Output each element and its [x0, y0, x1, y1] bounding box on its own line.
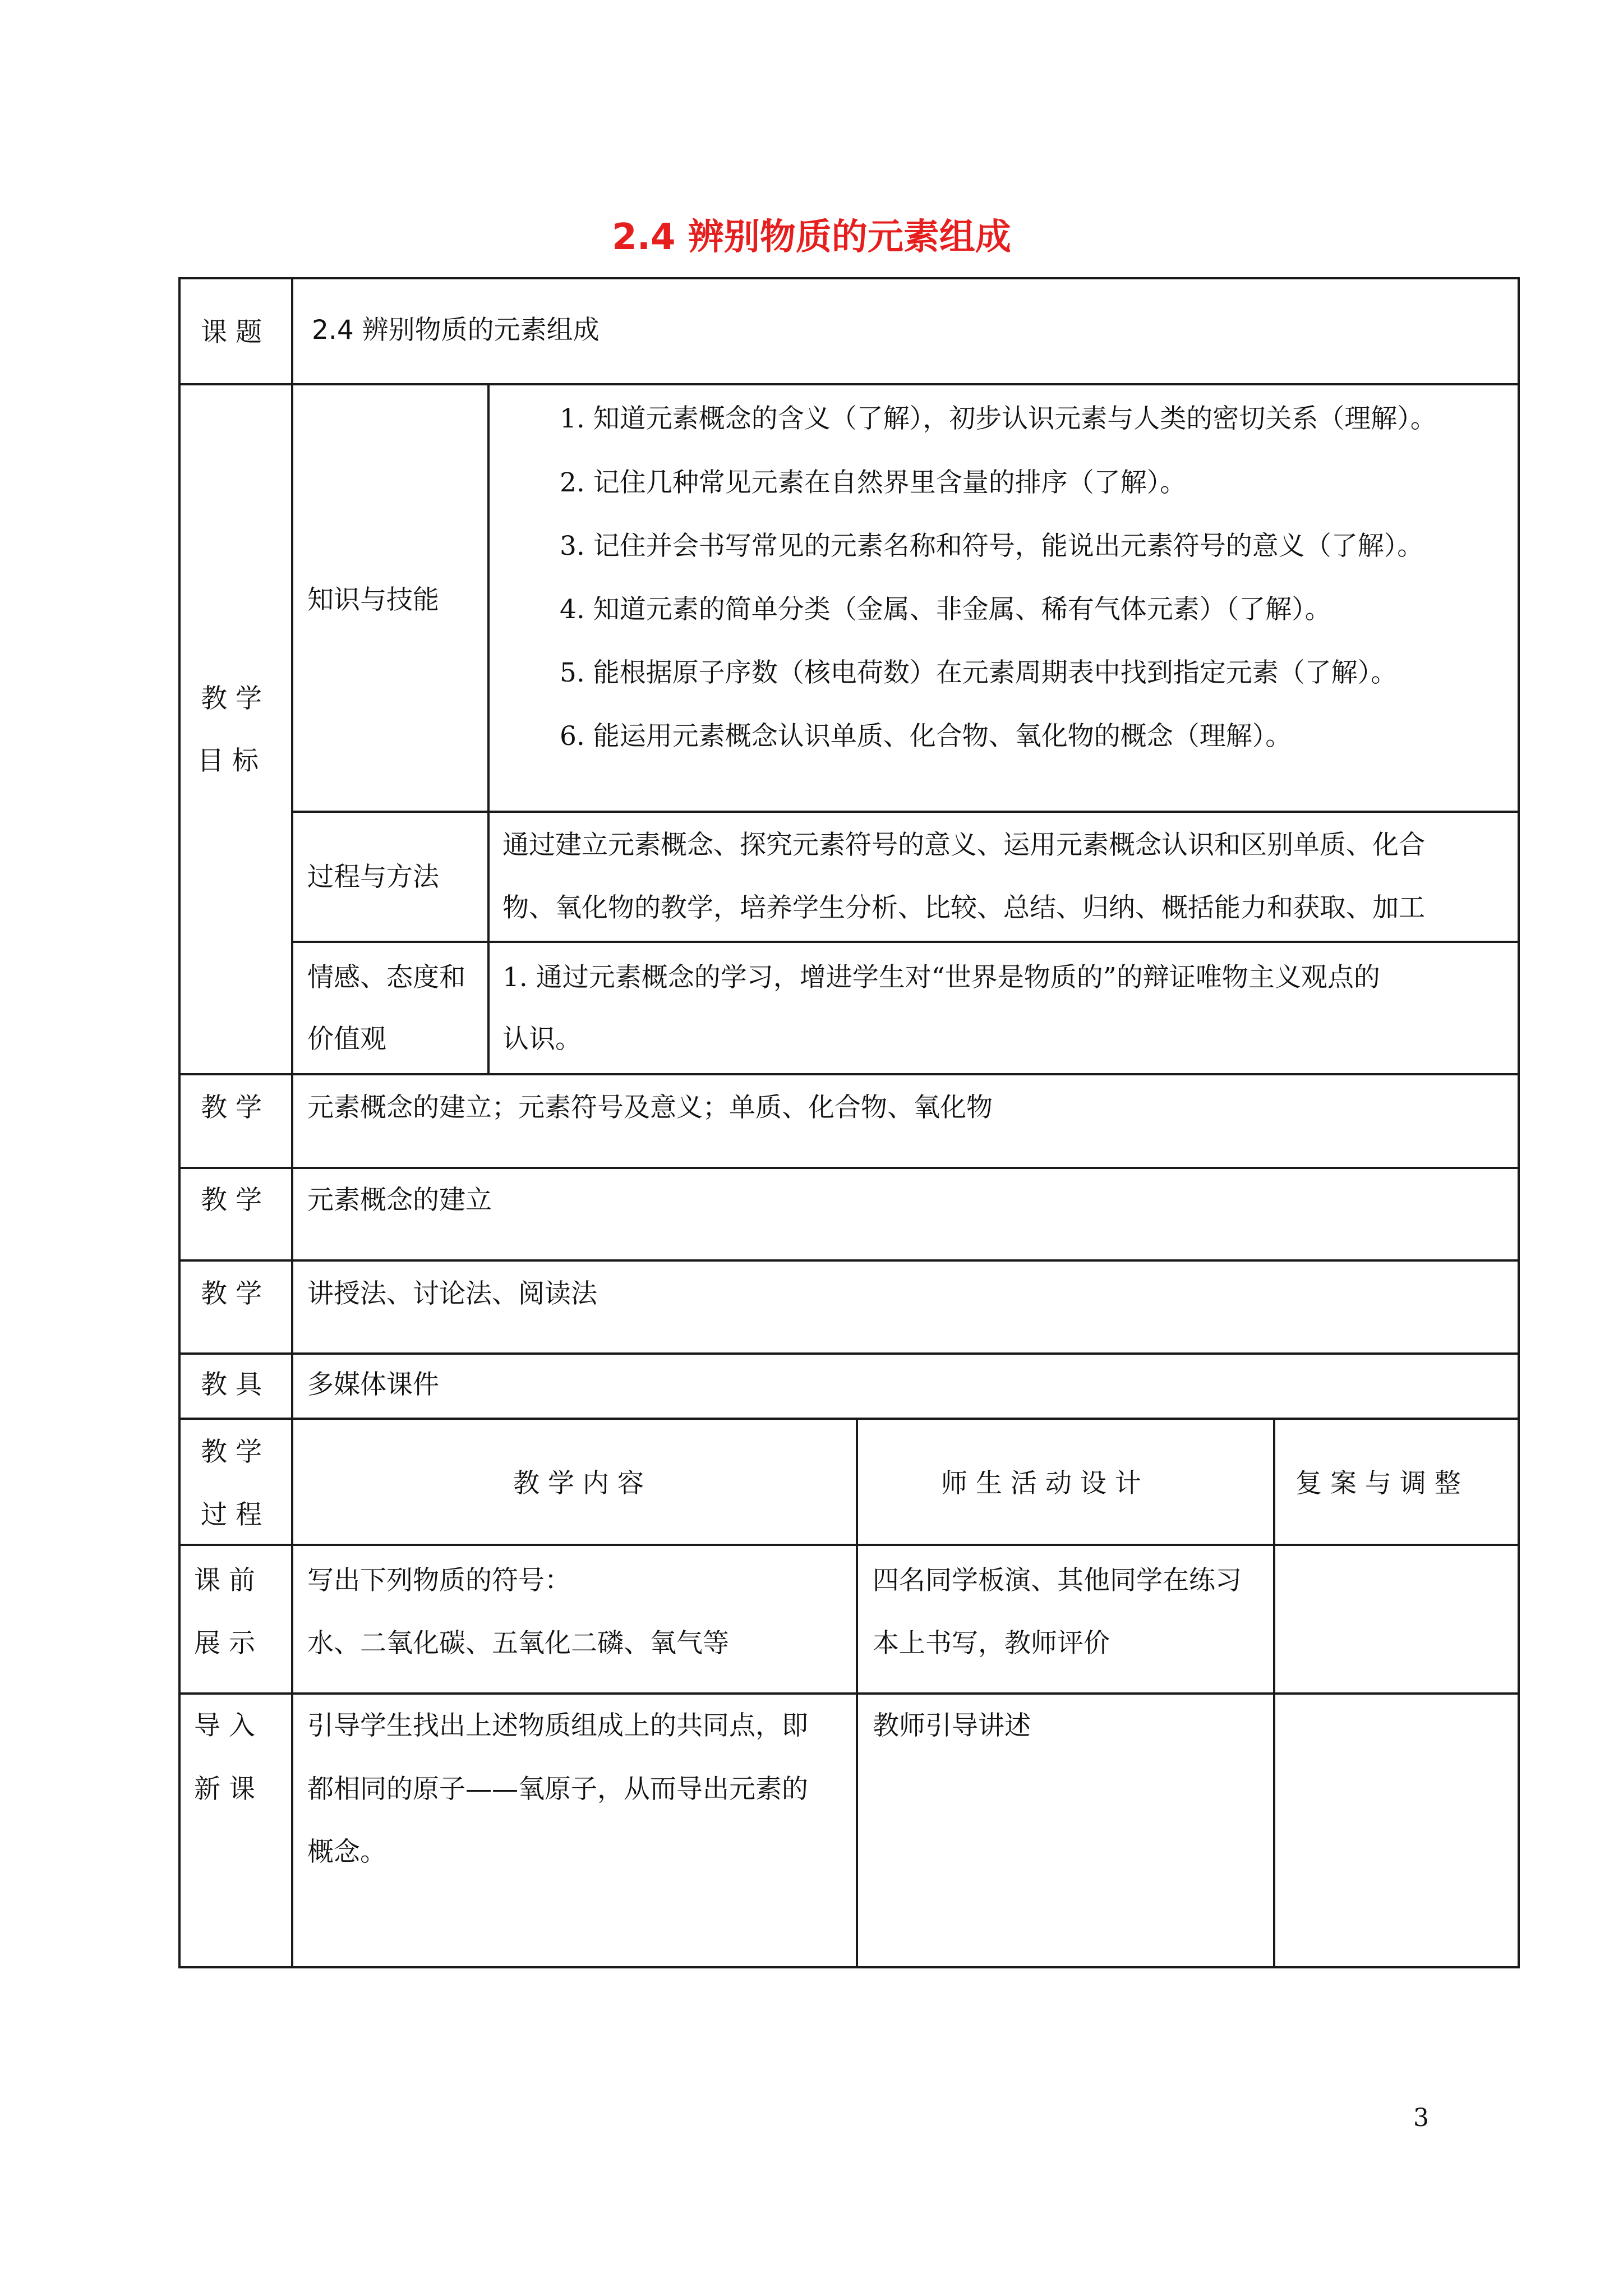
table-border-top [178, 277, 1520, 279]
intro-activity: 教师引导讲述 [873, 1710, 1031, 1741]
knowledge-item: 1. 知道元素概念的含义（了解），初步认识元素与人类的密切关系（理解）。 [560, 403, 1437, 434]
table-border-left [178, 277, 181, 1968]
row-divider [178, 1167, 1520, 1169]
key-points-value: 元素概念的建立；元素符号及意义；单质、化合物、氧化物 [307, 1092, 993, 1123]
tools-value: 多媒体课件 [307, 1369, 439, 1400]
objectives-label: 教 学 [201, 683, 262, 714]
column-header-content: 教 学 内 容 [513, 1468, 644, 1499]
process-label: 过 程 [201, 1499, 262, 1530]
process-methods-label: 过程与方法 [307, 862, 439, 892]
knowledge-skills-label: 知识与技能 [307, 585, 439, 615]
pre-class-activity: 四名同学板演、其他同学在练习 [873, 1565, 1242, 1596]
row-divider [292, 811, 1520, 813]
row-divider [178, 1544, 1520, 1546]
difficulties-value: 元素概念的建立 [307, 1185, 492, 1216]
process-label: 教 学 [201, 1437, 262, 1467]
column-divider [487, 383, 490, 1074]
document-title: 2.4 辨别物质的元素组成 [612, 217, 1011, 258]
row-divider [178, 383, 1520, 385]
intro-label: 新 课 [194, 1774, 255, 1805]
column-divider [1273, 1418, 1275, 1968]
tools-label: 教 具 [201, 1369, 262, 1400]
process-methods-text: 通过建立元素概念、探究元素符号的意义、运用元素概念认识和区别单质、化合 [502, 830, 1425, 861]
table-border-bottom [178, 1966, 1520, 1968]
topic-value: 2.4 辨别物质的元素组成 [312, 315, 600, 346]
pre-class-content: 水、二氧化碳、五氧化二磷、氧气等 [307, 1628, 729, 1659]
objectives-label: 目 标 [197, 746, 259, 776]
pre-class-label: 展 示 [194, 1628, 255, 1659]
row-divider [292, 941, 1520, 943]
row-divider [178, 1352, 1520, 1355]
pre-class-activity: 本上书写，教师评价 [873, 1628, 1110, 1659]
row-divider [178, 1418, 1520, 1420]
key-points-label: 教 学 [201, 1092, 262, 1123]
attitude-values-label: 情感、态度和 [307, 962, 465, 993]
column-divider [856, 1418, 858, 1968]
attitude-values-text: 1. 通过元素概念的学习，增进学生对“世界是物质的”的辩证唯物主义观点的 [502, 962, 1380, 993]
pre-class-content: 写出下列物质的符号： [307, 1565, 571, 1596]
attitude-values-text: 认识。 [502, 1024, 582, 1055]
intro-label: 导 入 [194, 1710, 255, 1741]
column-divider [291, 277, 293, 1968]
knowledge-item: 3. 记住并会书写常见的元素名称和符号，能说出元素符号的意义（了解）。 [560, 531, 1424, 562]
column-header-adjust: 复 案 与 调 整 [1295, 1468, 1461, 1499]
row-divider [178, 1692, 1520, 1695]
topic-label: 课 题 [201, 317, 262, 348]
intro-content: 都相同的原子——氧原子，从而导出元素的 [307, 1774, 808, 1805]
knowledge-item: 2. 记住几种常见元素在自然界里含量的排序（了解）。 [560, 467, 1187, 498]
table-border-right [1518, 277, 1520, 1968]
column-header-activity: 师 生 活 动 设 计 [941, 1468, 1141, 1499]
methods-label: 教 学 [201, 1278, 262, 1309]
pre-class-label: 课 前 [194, 1565, 255, 1596]
row-divider [178, 1073, 1520, 1075]
knowledge-item: 6. 能运用元素概念认识单质、化合物、氧化物的概念（理解）。 [560, 721, 1292, 752]
knowledge-item: 4. 知道元素的简单分类（金属、非金属、稀有气体元素）（了解）。 [560, 594, 1331, 625]
intro-content: 概念。 [307, 1837, 386, 1867]
row-divider [178, 1259, 1520, 1262]
intro-content: 引导学生找出上述物质组成上的共同点，即 [307, 1710, 808, 1741]
process-methods-text: 物、氧化物的教学，培养学生分析、比较、总结、归纳、概括能力和获取、加工 [502, 892, 1425, 923]
page-number: 3 [1413, 2104, 1429, 2132]
difficulties-label: 教 学 [201, 1185, 262, 1216]
methods-value: 讲授法、讨论法、阅读法 [307, 1278, 597, 1309]
knowledge-item: 5. 能根据原子序数（核电荷数）在元素周期表中找到指定元素（了解）。 [560, 657, 1398, 688]
attitude-values-label: 价值观 [307, 1024, 386, 1055]
